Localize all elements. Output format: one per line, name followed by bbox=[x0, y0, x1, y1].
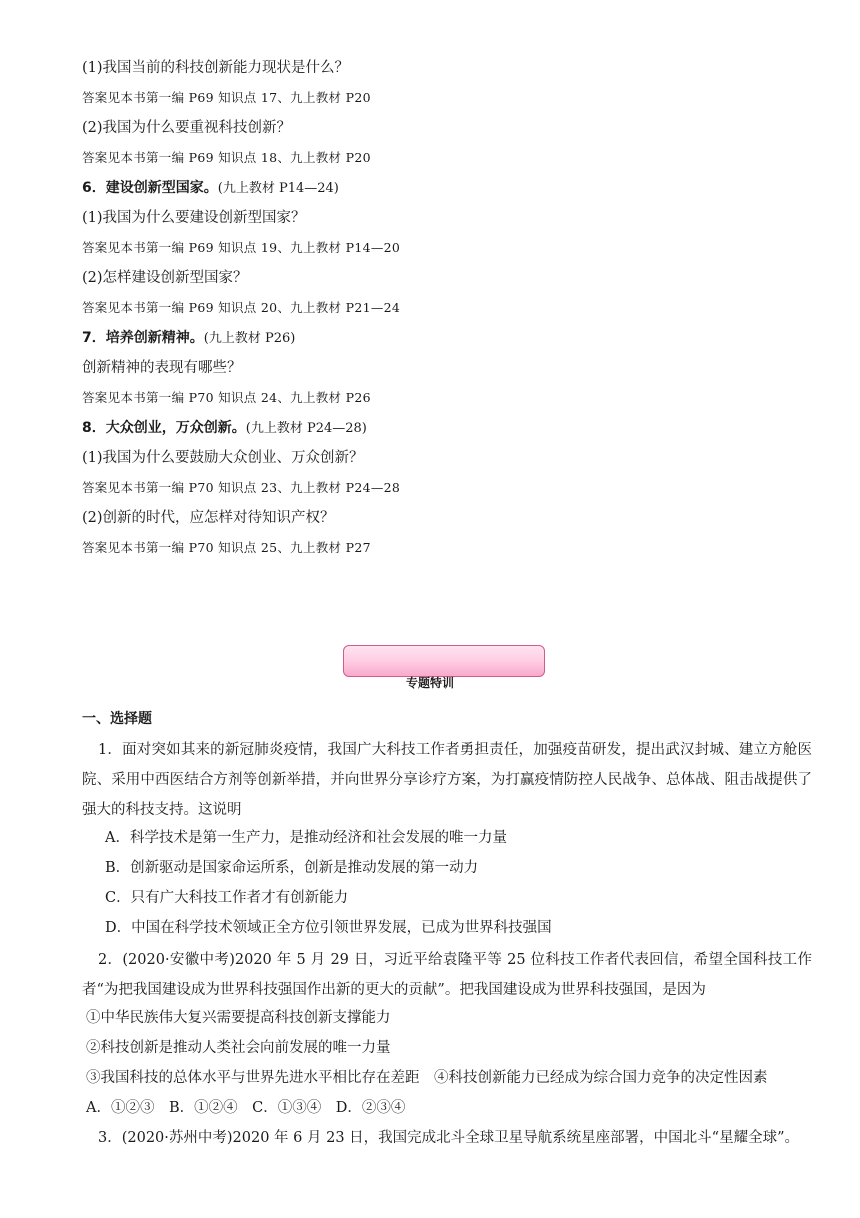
heading-text: 8．大众创业，万众创新。 bbox=[82, 420, 246, 436]
heading-innovative-country bbox=[82, 178, 339, 199]
question-2-choices: A．①②③ B．①②④ C．①③④ D．②③④ bbox=[86, 1100, 406, 1116]
answer-reference: 答案见本书第一编 P69 知识点 20、九上教材 P21—24 bbox=[82, 300, 401, 315]
answer-reference: 答案见本书第一编 P69 知识点 19、九上教材 P14—20 bbox=[82, 240, 401, 255]
section-banner bbox=[343, 645, 545, 677]
heading-text: 7．培养创新精神。 bbox=[82, 330, 204, 346]
question-why-innovative-country: (1)我国为什么要建设创新型国家？ bbox=[82, 210, 306, 226]
answer-reference: 答案见本书第一编 P70 知识点 25、九上教材 P27 bbox=[82, 540, 371, 555]
banner-title: 专题特训 bbox=[405, 676, 454, 690]
question-why-value-innovation: (2)我国为什么要重视科技创新？ bbox=[82, 120, 292, 136]
question-2-stem: 2．(2020·安徽中考)2020 年 5 月 29 日，习近平给袁隆平等 25 位科技工作者代表回信，希望全国科技工作者“为把我国建设成为世界科技强国作出新的更大的贡献”。把我国建设成为世界科技强国，是因为 bbox=[82, 952, 812, 998]
question-spirit-manifestation: 创新精神的表现有哪些？ bbox=[82, 360, 242, 376]
answer-reference: 答案见本书第一编 P70 知识点 24、九上教材 P26 bbox=[82, 390, 371, 405]
question-why-encourage: (1)我国为什么要鼓励大众创业、万众创新？ bbox=[82, 450, 364, 466]
heading-textbook-ref: (九上教材 P24—28) bbox=[245, 421, 367, 436]
heading-text: 6．建设创新型国家。 bbox=[82, 180, 218, 196]
heading-textbook-ref: (九上教材 P26) bbox=[203, 331, 296, 346]
question-1-option-a: A．科学技术是第一生产力，是推动经济和社会发展的唯一力量 bbox=[105, 830, 507, 846]
heading-innovation-spirit bbox=[82, 328, 295, 349]
question-how-build: (2)怎样建设创新型国家？ bbox=[82, 270, 248, 286]
question-current-capability: (1)我国当前的科技创新能力现状是什么？ bbox=[82, 60, 350, 76]
question-1-option-b: B．创新驱动是国家命运所系，创新是推动发展的第一动力 bbox=[105, 860, 479, 876]
question-1-stem: 1．面对突如其来的新冠肺炎疫情，我国广大科技工作者勇担责任，加强疫苗研发，提出武汉封城、建立方舱医院、采用中西医结合方剂等创新举措，并向世界分享诊疗方案，为打赢疫情防控人民战争、总体战、阻击战提供了强大的科技支持。这说明 bbox=[82, 742, 812, 818]
question-2-item-3-4: ③我国科技的总体水平与世界先进水平相比存在差距 ④科技创新能力已经成为综合国力竞争的决定性因素 bbox=[86, 1070, 768, 1086]
heading-mass-entrepreneurship bbox=[82, 418, 367, 439]
answer-reference: 答案见本书第一编 P70 知识点 23、九上教材 P24—28 bbox=[82, 480, 401, 495]
heading-textbook-ref: (九上教材 P14—24) bbox=[217, 181, 339, 196]
question-2-item-1: ①中华民族伟大复兴需要提高科技创新支撑能力 bbox=[86, 1010, 391, 1026]
answer-reference: 答案见本书第一编 P69 知识点 18、九上教材 P20 bbox=[82, 150, 371, 165]
section-title: 一、选择题 bbox=[82, 711, 152, 727]
question-2-item-2: ②科技创新是推动人类社会向前发展的唯一力量 bbox=[86, 1040, 391, 1056]
answer-reference: 答案见本书第一编 P69 知识点 17、九上教材 P20 bbox=[82, 90, 371, 105]
question-3-stem: 3．(2020·苏州中考)2020 年 6 月 23 日，我国完成北斗全球卫星导航系统星座部署，中国北斗“星耀全球”。 bbox=[98, 1130, 799, 1146]
question-1-option-d: D．中国在科学技术领域正全方位引领世界发展，已成为世界科技强国 bbox=[105, 920, 552, 936]
question-intellectual-property: (2)创新的时代，应怎样对待知识产权？ bbox=[82, 510, 335, 526]
question-1-option-c: C．只有广大科技工作者才有创新能力 bbox=[105, 890, 349, 906]
